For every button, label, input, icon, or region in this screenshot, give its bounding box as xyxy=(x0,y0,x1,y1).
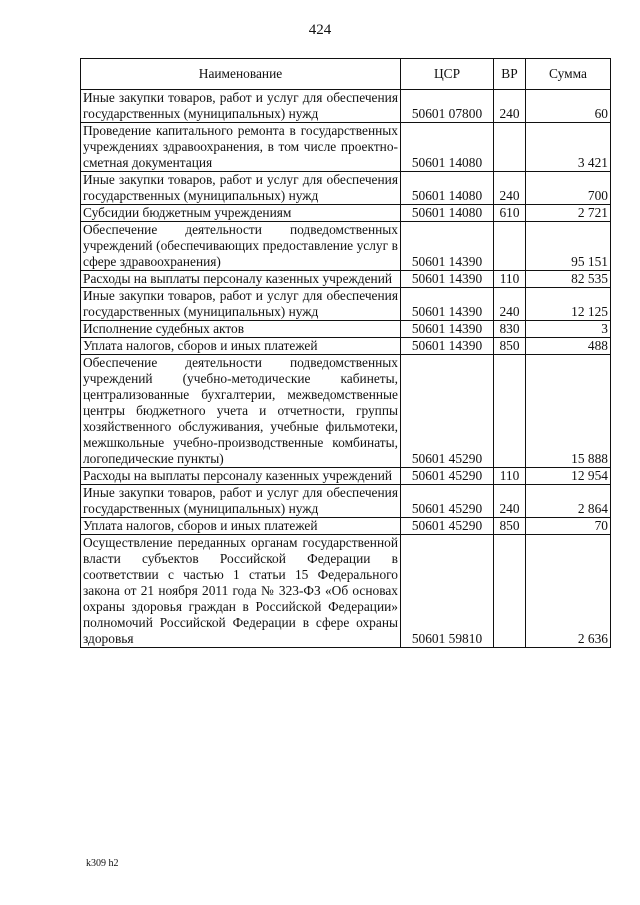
sum-cell: 3 421 xyxy=(526,123,611,172)
csr-cell: 50601 14390 xyxy=(401,321,494,338)
csr-cell: 50601 45290 xyxy=(401,355,494,468)
vr-cell: 110 xyxy=(494,468,526,485)
table-row xyxy=(81,355,611,468)
vr-cell: 240 xyxy=(494,172,526,205)
sum-cell: 488 xyxy=(526,338,611,355)
name-cell: Обеспечение деятельности подведомственных учреждений (обеспечивающих предоставление услуг в сфере здравоохранения) xyxy=(81,222,401,271)
vr-cell: 240 xyxy=(494,485,526,518)
vr-cell: 240 xyxy=(494,90,526,123)
csr-cell: 50601 14390 xyxy=(401,271,494,288)
table-body xyxy=(81,90,611,648)
header-sum: Сумма xyxy=(526,59,611,90)
sum-cell: 3 xyxy=(526,321,611,338)
name-cell: Иные закупки товаров, работ и услуг для обеспечения государственных (муниципальных) нужд xyxy=(81,172,401,205)
sum-cell: 700 xyxy=(526,172,611,205)
table-row xyxy=(81,222,611,271)
header-row xyxy=(81,59,611,90)
table-row xyxy=(81,205,611,222)
csr-cell: 50601 59810 xyxy=(401,535,494,648)
header-vr: ВР xyxy=(494,59,526,90)
sum-cell: 12 125 xyxy=(526,288,611,321)
page-number: 424 xyxy=(308,22,332,38)
name-cell: Иные закупки товаров, работ и услуг для обеспечения государственных (муниципальных) нужд xyxy=(81,485,401,518)
name-cell: Иные закупки товаров, работ и услуг для обеспечения государственных (муниципальных) нужд xyxy=(81,90,401,123)
name-cell: Осуществление переданных органам государственной власти субъектов Российской Федерации в соответствии с частью 1 статьи 15 Федерального закона от 21 ноября 2011 года № 323-ФЗ «Об основах охраны здоровья граждан в Российской Федерации» полномочий Российской Федерации в сфере охраны здоровья xyxy=(81,535,401,648)
name-cell: Расходы на выплаты персоналу казенных учреждений xyxy=(81,468,401,485)
table-row xyxy=(81,271,611,288)
csr-cell: 50601 14080 xyxy=(401,205,494,222)
csr-cell: 50601 07800 xyxy=(401,90,494,123)
csr-cell: 50601 45290 xyxy=(401,518,494,535)
vr-cell: 610 xyxy=(494,205,526,222)
name-cell: Исполнение судебных актов xyxy=(81,321,401,338)
budget-table xyxy=(80,58,611,648)
sum-cell: 2 864 xyxy=(526,485,611,518)
vr-cell: 850 xyxy=(494,338,526,355)
table-row xyxy=(81,123,611,172)
csr-cell: 50601 45290 xyxy=(401,485,494,518)
table-row xyxy=(81,338,611,355)
vr-cell xyxy=(494,222,526,271)
table-row xyxy=(81,321,611,338)
table-row xyxy=(81,288,611,321)
sum-cell: 95 151 xyxy=(526,222,611,271)
name-cell: Уплата налогов, сборов и иных платежей xyxy=(81,338,401,355)
sum-cell: 2 721 xyxy=(526,205,611,222)
header-csr: ЦСР xyxy=(401,59,494,90)
csr-cell: 50601 45290 xyxy=(401,468,494,485)
csr-cell: 50601 14390 xyxy=(401,288,494,321)
table-row xyxy=(81,485,611,518)
sum-cell: 15 888 xyxy=(526,355,611,468)
table-row xyxy=(81,535,611,648)
csr-cell: 50601 14390 xyxy=(401,222,494,271)
vr-cell xyxy=(494,535,526,648)
name-cell: Обеспечение деятельности подведомственных учреждений (учебно-методические кабинеты, централизованные бухгалтерии, межведомственные центры бюджетного учета и отчетности, группы хозяйственного обслуживания, учебные фильмотеки, межшкольные учебно-производственные комбинаты, логопедические пункты) xyxy=(81,355,401,468)
name-cell: Проведение капитального ремонта в государственных учреждениях здравоохранения, в том числе проектно-сметная документация xyxy=(81,123,401,172)
csr-cell: 50601 14080 xyxy=(401,172,494,205)
vr-cell xyxy=(494,123,526,172)
vr-cell: 240 xyxy=(494,288,526,321)
vr-cell: 830 xyxy=(494,321,526,338)
footer-code: k309 h2 xyxy=(86,858,119,869)
vr-cell: 110 xyxy=(494,271,526,288)
table-row xyxy=(81,172,611,205)
header-name: Наименование xyxy=(81,59,401,90)
name-cell: Расходы на выплаты персоналу казенных учреждений xyxy=(81,271,401,288)
name-cell: Иные закупки товаров, работ и услуг для обеспечения государственных (муниципальных) нужд xyxy=(81,288,401,321)
sum-cell: 2 636 xyxy=(526,535,611,648)
csr-cell: 50601 14390 xyxy=(401,338,494,355)
table-row xyxy=(81,90,611,123)
table-row xyxy=(81,468,611,485)
sum-cell: 12 954 xyxy=(526,468,611,485)
sum-cell: 82 535 xyxy=(526,271,611,288)
sum-cell: 60 xyxy=(526,90,611,123)
vr-cell: 850 xyxy=(494,518,526,535)
vr-cell xyxy=(494,355,526,468)
sum-cell: 70 xyxy=(526,518,611,535)
table-row xyxy=(81,518,611,535)
name-cell: Субсидии бюджетным учреждениям xyxy=(81,205,401,222)
name-cell: Уплата налогов, сборов и иных платежей xyxy=(81,518,401,535)
csr-cell: 50601 14080 xyxy=(401,123,494,172)
